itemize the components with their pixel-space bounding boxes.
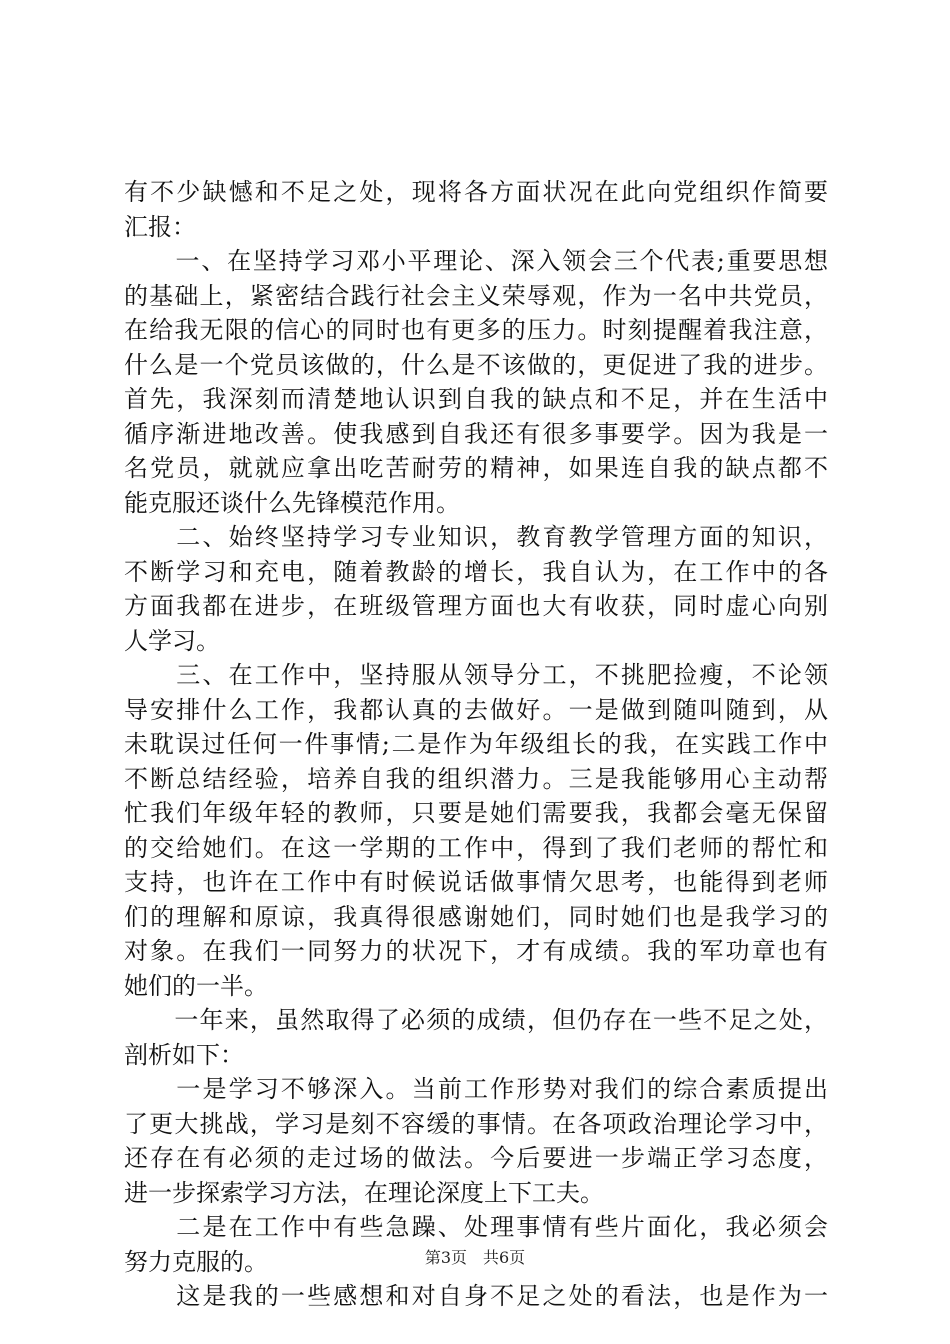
text-line: 一年来，虽然取得了必须的成绩，但仍存在一些不足之处， <box>124 1006 828 1034</box>
text-line: 二、始终坚持学习专业知识，教育教学管理方面的知识， <box>124 523 828 551</box>
text-line: 还存在有必须的走过场的做法。今后要进一步端正学习态度， <box>124 1144 828 1172</box>
text-line: 支持，也许在工作中有时候说话做事情欠思考，也能得到老师 <box>124 868 828 896</box>
text-line: 这是我的一些感想和对自身不足之处的看法，也是作为一 <box>124 1282 828 1310</box>
text-line: 三、在工作中，坚持服从领导分工，不挑肥捡瘦，不论领 <box>124 661 828 689</box>
text-line: 剖析如下： <box>124 1040 244 1069</box>
text-line: 努力克服的。 <box>124 1247 268 1276</box>
text-line: 对象。在我们一同努力的状况下，才有成绩。我的军功章也有 <box>124 937 828 965</box>
text-line: 循序渐进地改善。使我感到自我还有很多事要学。因为我是一 <box>124 419 828 448</box>
text-line: 有不少缺憾和不足之处，现将各方面状况在此向党组织作简要 <box>124 178 828 206</box>
text-line: 未耽误过任何一件事情;二是作为年级组长的我，在实践工作中 <box>124 730 828 758</box>
text-line: 名党员，就就应拿出吃苦耐劳的精神，如果连自我的缺点都不 <box>124 454 828 482</box>
text-line: 汇报： <box>124 212 196 241</box>
text-line: 进一步探索学习方法，在理论深度上下工夫。 <box>124 1178 604 1207</box>
text-line: 一、在坚持学习邓小平理论、深入领会三个代表;重要思想 <box>124 247 828 275</box>
document-body <box>124 175 828 1314</box>
text-line: 人学习。 <box>124 626 220 655</box>
text-line: 什么是一个党员该做的，什么是不该做的，更促进了我的进步。 <box>124 350 828 379</box>
text-line: 不断学习和充电，随着教龄的增长，我自认为，在工作中的各 <box>124 557 828 586</box>
text-line: 忙我们年级年轻的教师，只要是她们需要我，我都会毫无保留 <box>124 799 828 827</box>
text-line: 了更大挑战，学习是刻不容缓的事情。在各项政治理论学习中， <box>124 1109 828 1138</box>
text-line: 们的理解和原谅，我真得很感谢她们，同时她们也是我学习的 <box>124 902 828 931</box>
text-line: 导安排什么工作，我都认真的去做好。一是做到随叫随到，从 <box>124 695 828 724</box>
text-line: 在给我无限的信心的同时也有更多的压力。时刻提醒着我注意， <box>124 316 828 344</box>
text-line: 二是在工作中有些急躁、处理事情有些片面化，我必须会 <box>124 1213 828 1241</box>
text-line: 首先，我深刻而清楚地认识到自我的缺点和不足，并在生活中 <box>124 385 828 413</box>
text-line: 的基础上，紧密结合践行社会主义荣辱观，作为一名中共党员， <box>124 281 828 310</box>
text-line: 能克服还谈什么先锋模范作用。 <box>124 488 460 517</box>
text-line: 方面我都在进步，在班级管理方面也大有收获，同时虚心向别 <box>124 592 828 620</box>
text-line: 一是学习不够深入。当前工作形势对我们的综合素质提出 <box>124 1075 828 1103</box>
text-line: 她们的一半。 <box>124 971 268 1000</box>
text-line: 的交给她们。在这一学期的工作中，得到了我们老师的帮忙和 <box>124 833 828 862</box>
page-footer: 第3页 共6页 <box>424 1248 526 1267</box>
text-line: 不断总结经验，培养自我的组织潜力。三是我能够用心主动帮 <box>124 764 828 793</box>
